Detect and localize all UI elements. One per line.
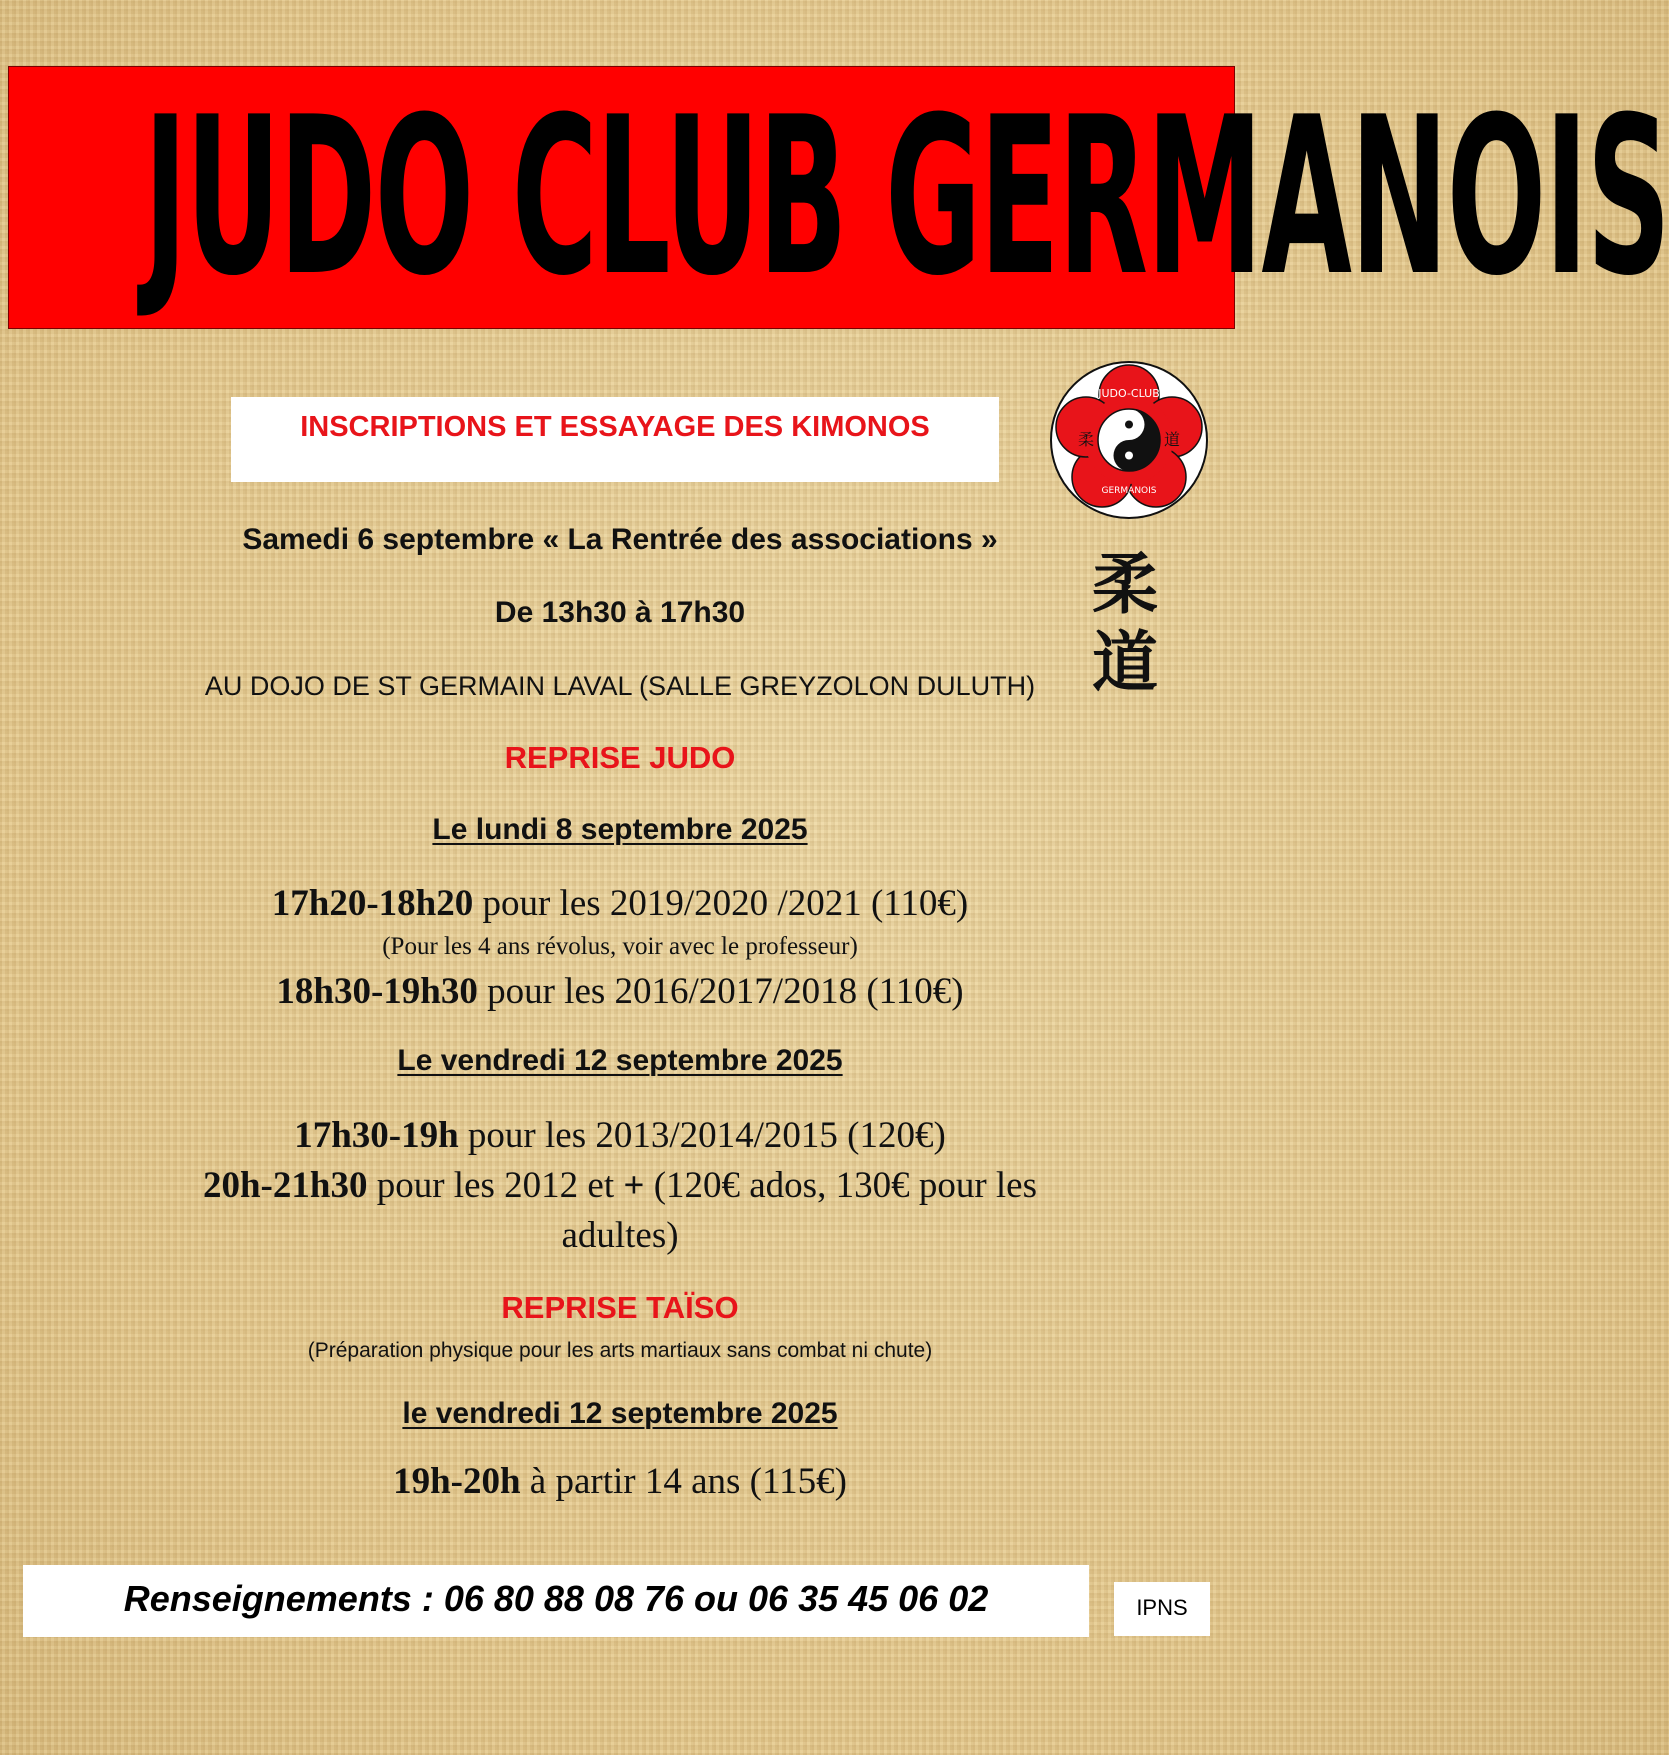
event-date-line: Samedi 6 septembre « La Rentrée des associations »	[242, 523, 998, 556]
subtitle-box	[231, 397, 999, 482]
judo-monday-slot1-time: 17h20-18h20	[271, 883, 474, 924]
judo-friday-slot1-time: 17h30-19h	[294, 1115, 459, 1156]
judo-friday-slot2-time: 20h-21h30	[202, 1165, 368, 1206]
title-banner	[8, 66, 1669, 329]
taiso-slot	[120, 1460, 1120, 1503]
judo-friday-slot2-cont: adultes)	[561, 1215, 679, 1256]
ipns-box	[1114, 1582, 1210, 1636]
contact-box	[23, 1565, 1089, 1637]
taiso-slot-time: 19h-20h	[393, 1461, 521, 1502]
subtitle: INSCRIPTIONS ET ESSAYAGE DES KIMONOS	[300, 411, 930, 443]
judo-monday-slot2-text: pour les 2016/2017/2018 (110€)	[477, 971, 964, 1012]
judo-monday-slot1	[120, 882, 1120, 925]
judo-monday-slot2-time: 18h30-19h30	[276, 971, 478, 1012]
logo-bottom-text: GERMANOIS	[1101, 486, 1157, 496]
logo-top-text: JUDO-CLUB	[1098, 387, 1160, 400]
ipns-label: IPNS	[1136, 1595, 1188, 1620]
judo-friday-slot1	[120, 1114, 1120, 1157]
club-logo-icon	[1048, 359, 1210, 521]
event-time-line: De 13h30 à 17h30	[494, 596, 746, 629]
taiso-date: le vendredi 12 septembre 2025	[402, 1397, 838, 1430]
judo-monday-note: (Pour les 4 ans révolus, voir avec le professeur)	[382, 933, 858, 960]
judo-monday-slot1-text: pour les 2019/2020 /2021 (110€)	[473, 883, 969, 924]
contact-info: Renseignements : 06 80 88 08 76 ou 06 35 45 06 02	[123, 1578, 989, 1619]
judo-friday-slot1-text: pour les 2013/2014/2015 (120€)	[458, 1115, 946, 1156]
kanji-do: 道	[1092, 623, 1158, 701]
judo-friday-date: Le vendredi 12 septembre 2025	[397, 1044, 843, 1077]
judo-friday-slot2-text2: (120€ ados, 130€ pour les	[644, 1165, 1038, 1206]
judo-monday-date: Le lundi 8 septembre 2025	[432, 813, 808, 846]
taiso-heading: REPRISE TAÏSO	[501, 1290, 739, 1325]
judo-heading: REPRISE JUDO	[504, 740, 736, 775]
judo-friday-slot2-plus: +	[623, 1165, 645, 1206]
logo-left-glyph: 柔	[1077, 430, 1095, 449]
judo-friday-slot2	[120, 1164, 1120, 1207]
judo-friday-slot2-text: pour les 2012 et	[367, 1165, 624, 1206]
club-title: JUDO CLUB GERMANOIS	[143, 71, 1669, 324]
taiso-description: (Préparation physique pour les arts martiaux sans combat ni chute)	[307, 1339, 933, 1362]
judo-monday-slot2	[120, 970, 1120, 1013]
kanji-ju: 柔	[1092, 545, 1158, 623]
taiso-slot-text: à partir 14 ans (115€)	[520, 1461, 847, 1502]
logo-right-glyph: 道	[1163, 430, 1181, 449]
event-location-line: AU DOJO DE ST GERMAIN LAVAL (SALLE GREYZOLON DULUTH)	[204, 671, 1036, 701]
